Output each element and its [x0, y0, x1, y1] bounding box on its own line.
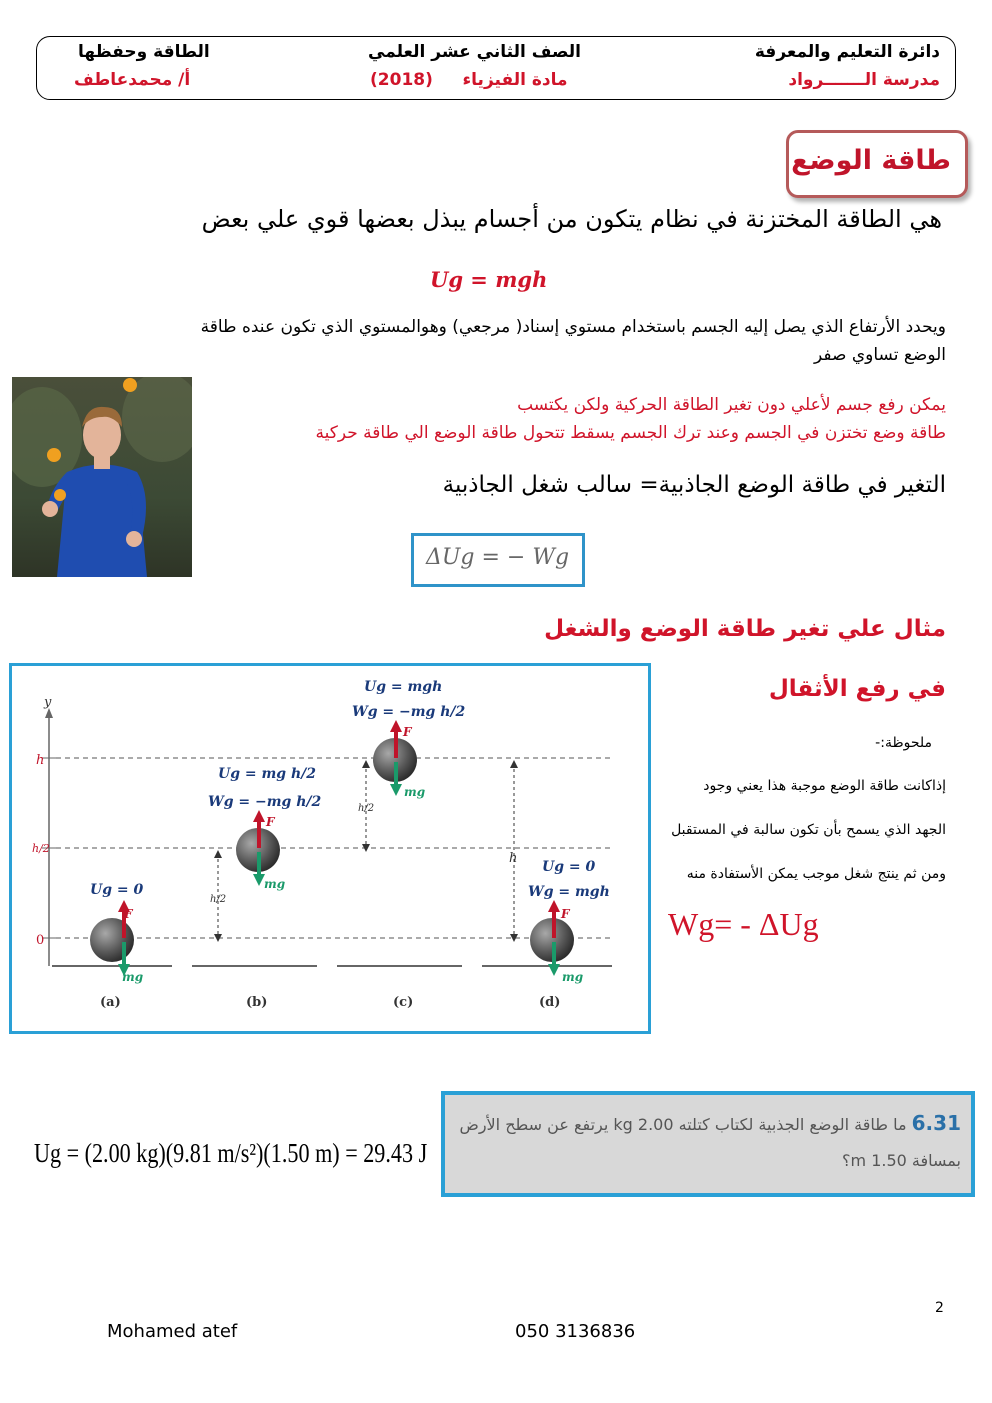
delta-ug-box	[411, 533, 585, 587]
example-title: مثال علي تغير طاقة الوضع والشغل	[544, 616, 946, 642]
section-title-box	[786, 130, 968, 198]
footer-phone: 050 3136836	[515, 1321, 636, 1342]
svg-text:h/2: h/2	[210, 894, 227, 905]
juggler-photo	[12, 377, 192, 577]
panel-c-ug: Ug = mgh	[364, 679, 443, 695]
red-text-2: طاقة وضع تختزن في الجسم وعند ترك الجسم يسقط تتحول طاقة الوضع الي طاقة حركية	[315, 423, 946, 443]
header-year: (2018)	[370, 70, 433, 90]
problem-text-1: ما طاقة الوضع الجذبية لكتاب كتلته 2.00 kg يرتفع عن سطح الأرض	[459, 1115, 907, 1134]
example-subtitle: في رفع الأثقال	[768, 676, 946, 702]
panel-d-label: (d)	[539, 995, 561, 1010]
figure-drawing	[12, 666, 648, 1031]
note-line-1: إذاكانت طاقة الوضع موجبة هذا يعني وجود	[703, 778, 946, 794]
header-school: مدرسة الـــــــرواد	[788, 70, 940, 90]
change-text: التغير في طاقة الوضع الجاذبية= سالب شغل الجاذبية	[442, 472, 946, 498]
formula-ug: Ug = mgh	[430, 267, 548, 292]
page-number: 2	[935, 1300, 944, 1316]
panel-c-label: (c)	[393, 995, 414, 1010]
level-half-label: h/2	[32, 842, 50, 855]
reference-text-2: الوضع تساوي صفر	[814, 345, 946, 365]
header-subject-line	[370, 70, 568, 90]
header-topic: الطاقة وحفظها	[78, 42, 210, 62]
weightlifting-figure	[9, 663, 651, 1034]
level-zero-label: 0	[36, 933, 45, 948]
formula-wg: Wg= - ΔUg	[668, 906, 819, 942]
svg-text:mg: mg	[404, 785, 426, 799]
svg-text:mg: mg	[562, 970, 584, 984]
problem-line-1	[459, 1111, 961, 1135]
solution-formula: Ug = (2.00 kg)(9.81 m/s²)(1.50 m) = 29.43 J	[34, 1138, 428, 1168]
problem-text-2: بمسافة 1.50 m؟	[842, 1151, 961, 1170]
ball-d	[530, 900, 583, 984]
panel-d-wg: Wg = mgh	[528, 884, 610, 900]
svg-text:mg: mg	[264, 877, 286, 891]
juggler-illustration	[12, 377, 192, 577]
reference-text-1: ويحدد الأرتفاع الذي يصل إليه الجسم باستخدام مستوي إسناد( مرجعي) وهوالمستوي الذي تكون عنده طاقة	[200, 317, 946, 337]
note-label: ملحوظة:-	[875, 735, 932, 751]
svg-text:F: F	[403, 725, 412, 739]
header-teacher: أ/ محمدعاطف	[74, 70, 191, 90]
svg-text:F: F	[124, 907, 133, 921]
svg-text:h/2: h/2	[358, 803, 375, 814]
problem-number: 6.31	[911, 1111, 961, 1135]
panel-c-wg: Wg = −mg h/2	[352, 704, 466, 720]
ball-c	[373, 720, 425, 799]
y-axis-label: y	[44, 695, 52, 710]
svg-text:F: F	[561, 907, 570, 921]
red-text-1: يمكن رفع جسم لأعلي دون تغير الطاقة الحركية ولكن يكتسب	[517, 395, 946, 415]
note-line-2: الجهد الذي يسمح بأن تكون سالبة في المستقبل	[671, 822, 946, 838]
ball-b	[236, 810, 285, 891]
svg-text:F: F	[266, 815, 275, 829]
header-department: دائرة التعليم والمعرفة	[754, 42, 940, 62]
level-h-label: h	[36, 753, 45, 768]
panel-d-ug: Ug = 0	[542, 859, 596, 875]
footer-author: Mohamed atef	[107, 1321, 238, 1342]
problem-box	[441, 1091, 975, 1197]
svg-text:mg: mg	[122, 970, 144, 984]
svg-text:h: h	[509, 851, 518, 866]
definition-text: هي الطاقة المختزنة في نظام يتكون من أجسام يبذل بعضها قوي علي بعض	[201, 205, 942, 233]
panel-a-label: (a)	[100, 995, 121, 1010]
panel-b-wg: Wg = −mg h/2	[208, 794, 322, 810]
panel-b-label: (b)	[246, 995, 268, 1010]
ball-a	[90, 900, 143, 984]
note-line-3: ومن ثم ينتج شغل موجب يمكن الأستفادة منه	[686, 866, 946, 882]
header-grade: الصف الثاني عشر العلمي	[368, 42, 581, 62]
section-title: طاقة الوضع	[791, 145, 951, 176]
header-subject: مادة الفيزياء	[462, 70, 568, 90]
panel-b-ug: Ug = mg h/2	[218, 766, 316, 782]
panel-a-ug: Ug = 0	[90, 882, 144, 898]
formula-delta: ΔUg = − Wg	[426, 545, 570, 570]
